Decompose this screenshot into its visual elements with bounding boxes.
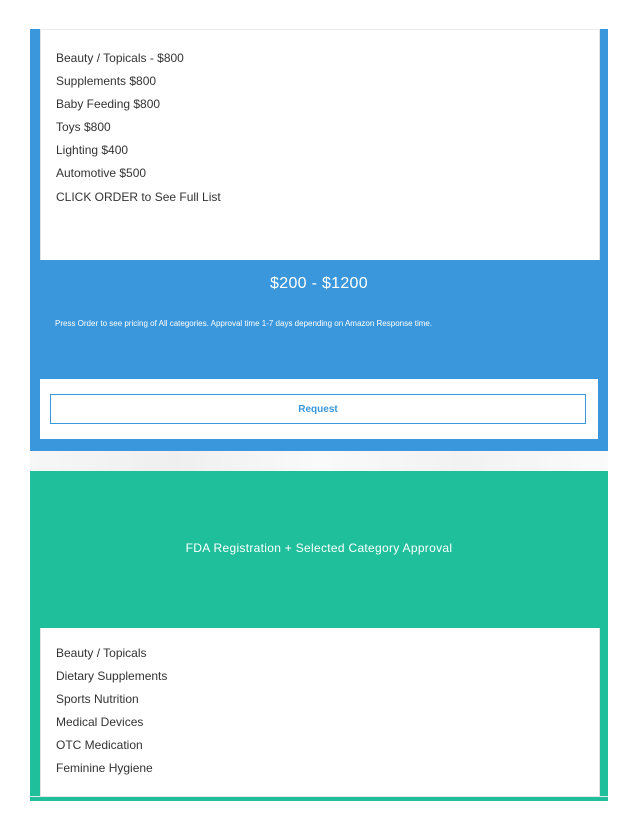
pricing-card-blue	[30, 29, 608, 451]
list-item: Supplements $800	[56, 74, 157, 89]
list-item: Baby Feeding $800	[56, 97, 161, 112]
list-item: Sports Nutrition	[56, 692, 139, 707]
list-item: Beauty / Topicals	[56, 646, 147, 660]
category-list-panel	[40, 29, 600, 260]
price-range: $200 - $1200	[270, 275, 368, 292]
list-item: Feminine Hygiene	[56, 761, 153, 776]
category-list-panel	[40, 628, 600, 796]
button-panel	[40, 379, 598, 439]
divider	[30, 796, 608, 797]
list-item: Dietary Supplements	[56, 669, 168, 684]
request-button[interactable]: Request	[50, 394, 586, 424]
list-item: Automotive $500	[56, 166, 147, 181]
list-item: Lighting $400	[56, 143, 129, 158]
pricing-note: Press Order to see pricing of All categories. Approval time 1-7 days depending on Amazon Response time.	[55, 319, 433, 328]
section-divider	[30, 451, 608, 471]
list-item: Medical Devices	[56, 715, 144, 730]
list-item: OTC Medication	[56, 738, 143, 753]
pricing-card-green	[30, 471, 608, 801]
category-list	[41, 628, 599, 781]
list-item: Toys $800	[56, 120, 111, 135]
list-item: CLICK ORDER to See Full List	[56, 189, 221, 204]
card-title: FDA Registration + Selected Category Approval	[185, 541, 453, 555]
category-price-list	[41, 30, 599, 209]
list-item: Beauty / Topicals - $800	[56, 51, 184, 65]
